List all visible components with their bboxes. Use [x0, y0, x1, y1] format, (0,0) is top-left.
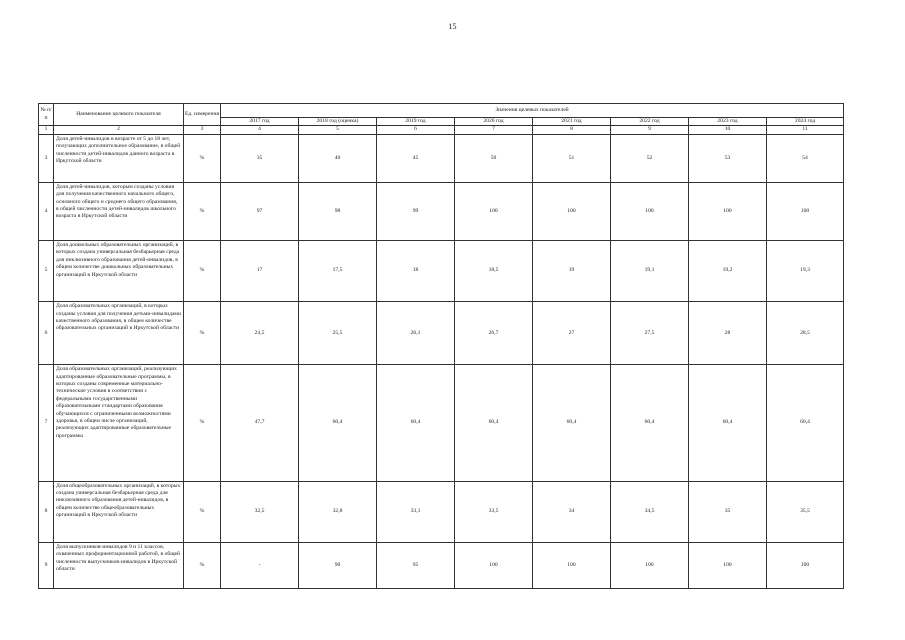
- indicator-name: Доля образовательных организаций, реализующих адаптированные образовательные программы, в которых созданы современные материально-технические условия в соответствии с федеральными государственными образовательными стандартами образования обучающихся с ограниченными возможностями здоровья, в общем числе организаций, реализующих адаптированные образовательные программы: [54, 365, 184, 481]
- value-cell: 19,1: [611, 241, 689, 302]
- value-cell: 60,4: [689, 365, 767, 481]
- table-row: [39, 134, 844, 182]
- value-cell: -: [221, 542, 299, 588]
- indicator-name: Доля дошкольных образовательных организаций, в которых создана универсальная безбарьерная среда для инклюзивного образования детей-инвалидов, в общем количестве дошкольных образовательных организаций в Иркутской области: [54, 241, 184, 302]
- value-cell: 34,5: [611, 481, 689, 542]
- header-unit: Ед. измерения: [184, 104, 221, 126]
- value-cell: 34: [533, 481, 611, 542]
- column-number: 9: [611, 126, 689, 134]
- table-row: [39, 542, 844, 588]
- header-year: 2018 год (оценка): [299, 118, 377, 126]
- indicator-name: Доля общеобразовательных организаций, в которых создана универсальная безбарьерная среда для инклюзивного образования детей-инвалидов, в общем количестве общеобразовательных организаций в Иркутской области: [54, 481, 184, 542]
- row-number: 6: [39, 302, 54, 365]
- value-cell: 98: [299, 182, 377, 240]
- table-row: [39, 302, 844, 365]
- value-cell: 100: [611, 182, 689, 240]
- value-cell: 33,5: [455, 481, 533, 542]
- unit-cell: %: [184, 134, 221, 182]
- column-number: 10: [689, 126, 767, 134]
- column-number: 8: [533, 126, 611, 134]
- unit-cell: %: [184, 182, 221, 240]
- indicator-name: Доля выпускников-инвалидов 9 и 11 классов, охваченных профориентационной работой, в общей численности выпускников-инвалидов в Иркутской области: [54, 542, 184, 588]
- value-cell: 17,5: [299, 241, 377, 302]
- value-cell: 100: [455, 542, 533, 588]
- value-cell: 32,8: [299, 481, 377, 542]
- value-cell: 47,7: [221, 365, 299, 481]
- value-cell: 26,1: [377, 302, 455, 365]
- value-cell: 25,5: [299, 302, 377, 365]
- value-cell: 100: [455, 182, 533, 240]
- header-year: 2023 год: [689, 118, 767, 126]
- value-cell: 19: [533, 241, 611, 302]
- header-values-group: Значения целевых показателей: [221, 104, 844, 118]
- value-cell: 45: [377, 134, 455, 182]
- value-cell: 26,7: [455, 302, 533, 365]
- value-cell: 51: [533, 134, 611, 182]
- value-cell: 60,4: [455, 365, 533, 481]
- indicator-name: Доля детей-инвалидов, которым созданы условия для получения качественного начального общего, основного общего и среднего общего образования, в общей численности детей-инвалидов школьного возраста в Иркутской области: [54, 182, 184, 240]
- value-cell: 97: [221, 182, 299, 240]
- value-cell: 100: [689, 182, 767, 240]
- value-cell: 100: [533, 542, 611, 588]
- value-cell: 17: [221, 241, 299, 302]
- value-cell: 100: [689, 542, 767, 588]
- value-cell: 100: [611, 542, 689, 588]
- value-cell: 95: [377, 542, 455, 588]
- column-number: 3: [184, 126, 221, 134]
- unit-cell: %: [184, 302, 221, 365]
- value-cell: 60,4: [767, 365, 844, 481]
- value-cell: 90: [299, 542, 377, 588]
- header-year: 2017 год: [221, 118, 299, 126]
- column-number: 7: [455, 126, 533, 134]
- value-cell: 35: [689, 481, 767, 542]
- row-number: 4: [39, 182, 54, 240]
- column-number: 11: [767, 126, 844, 134]
- value-cell: 54: [767, 134, 844, 182]
- row-number: 5: [39, 241, 54, 302]
- value-cell: 24,5: [221, 302, 299, 365]
- value-cell: 27,5: [611, 302, 689, 365]
- unit-cell: %: [184, 481, 221, 542]
- row-number: 3: [39, 134, 54, 182]
- table-row: [39, 481, 844, 542]
- value-cell: 100: [533, 182, 611, 240]
- column-number: 6: [377, 126, 455, 134]
- header-name: Наименование целевого показателя: [54, 104, 184, 126]
- value-cell: 18,5: [455, 241, 533, 302]
- value-cell: 60,4: [299, 365, 377, 481]
- column-number: 4: [221, 126, 299, 134]
- value-cell: 19,3: [767, 241, 844, 302]
- indicators-table: [38, 103, 844, 589]
- column-number: 1: [39, 126, 54, 134]
- page-number: 15: [448, 22, 457, 31]
- value-cell: 60,4: [533, 365, 611, 481]
- value-cell: 53: [689, 134, 767, 182]
- value-cell: 33,1: [377, 481, 455, 542]
- value-cell: 60,4: [611, 365, 689, 481]
- row-number: 7: [39, 365, 54, 481]
- unit-cell: %: [184, 542, 221, 588]
- column-number: 2: [54, 126, 184, 134]
- value-cell: 19,2: [689, 241, 767, 302]
- unit-cell: %: [184, 241, 221, 302]
- indicator-name: Доля образовательных организаций, в которых созданы условия для получения детьми-инвалидами качественного образования, в общем количестве образовательных организаций в Иркутской области: [54, 302, 184, 365]
- table-row: [39, 365, 844, 481]
- value-cell: 99: [377, 182, 455, 240]
- header-num: № п/п: [39, 104, 54, 126]
- header-year: 2020 год: [455, 118, 533, 126]
- value-cell: 35: [221, 134, 299, 182]
- row-number: 8: [39, 481, 54, 542]
- indicator-name: Доля детей-инвалидов в возрасте от 5 до 18 лет, получающих дополнительное образование, в общей численности детей-инвалидов данного возраста в Иркутской области: [54, 134, 184, 182]
- header-year: 2021 год: [533, 118, 611, 126]
- unit-cell: %: [184, 365, 221, 481]
- table-row: [39, 241, 844, 302]
- table-row: [39, 182, 844, 240]
- value-cell: 28: [689, 302, 767, 365]
- value-cell: 40: [299, 134, 377, 182]
- value-cell: 28,5: [767, 302, 844, 365]
- value-cell: 27: [533, 302, 611, 365]
- value-cell: 52: [611, 134, 689, 182]
- row-number: 9: [39, 542, 54, 588]
- value-cell: 32,5: [221, 481, 299, 542]
- value-cell: 18: [377, 241, 455, 302]
- value-cell: 100: [767, 182, 844, 240]
- header-year: 2019 год: [377, 118, 455, 126]
- value-cell: 50: [455, 134, 533, 182]
- header-year: 2024 год: [767, 118, 844, 126]
- value-cell: 60,4: [377, 365, 455, 481]
- value-cell: 35,5: [767, 481, 844, 542]
- header-year: 2022 год: [611, 118, 689, 126]
- column-number: 5: [299, 126, 377, 134]
- value-cell: 100: [767, 542, 844, 588]
